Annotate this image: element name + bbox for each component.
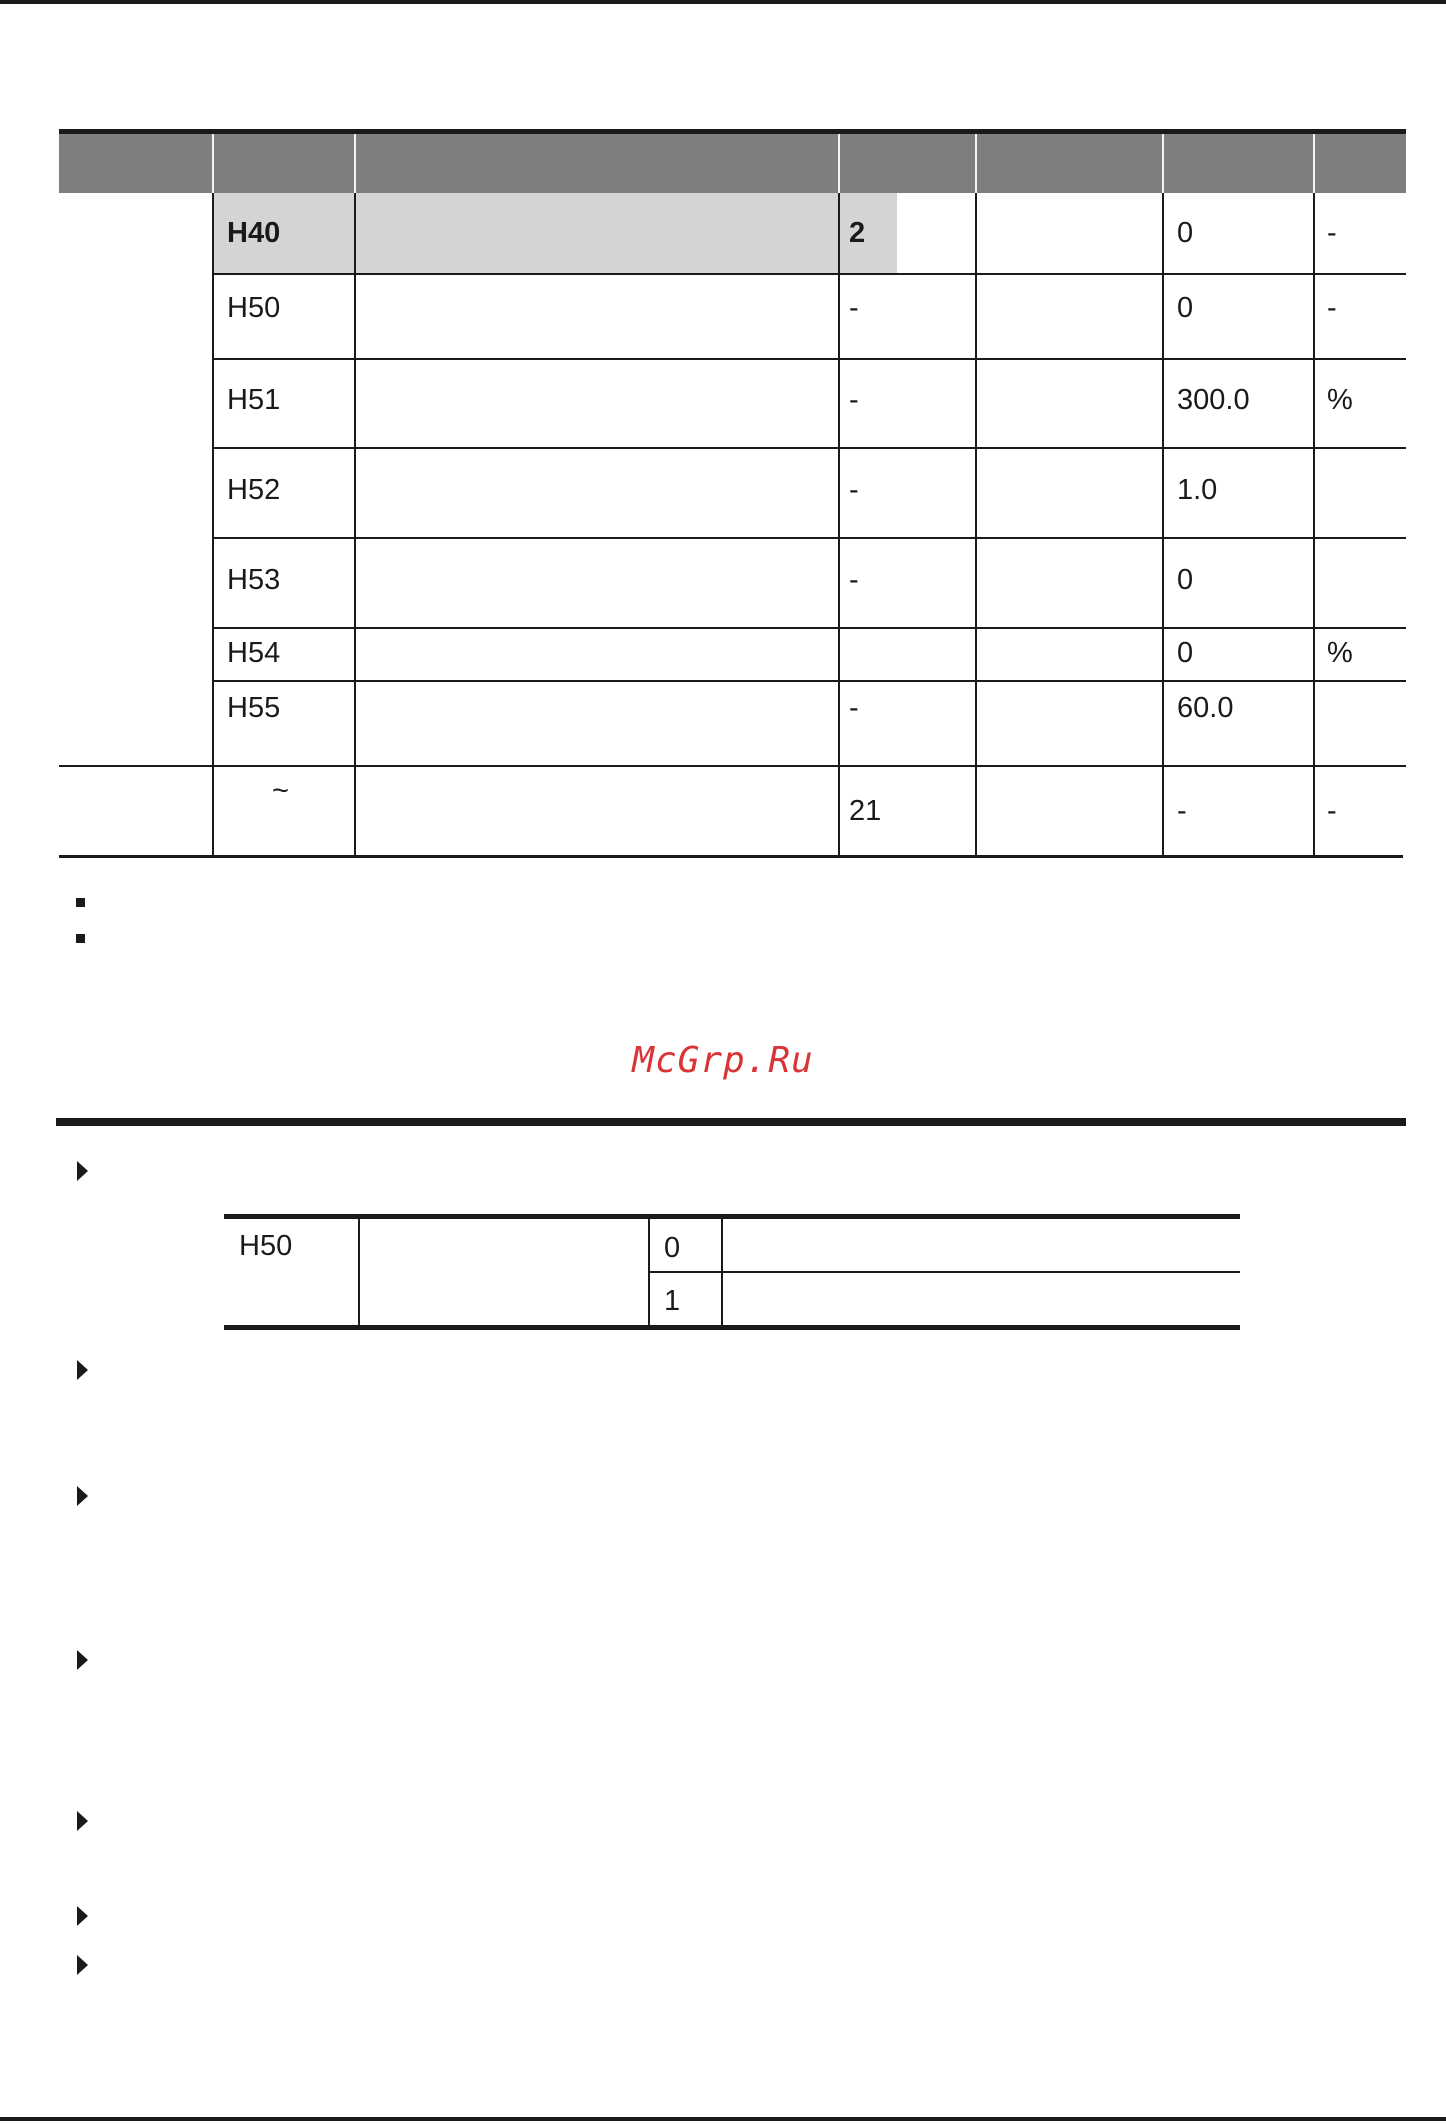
note-bullet <box>76 934 85 943</box>
default-cell: 0 <box>1177 292 1194 324</box>
arrow-bullet-icon <box>77 1906 88 1926</box>
setting-cell: - <box>849 384 859 416</box>
setting-cell: 2 <box>849 217 866 249</box>
column-divider <box>838 193 840 858</box>
code-cell: H53 <box>227 564 281 596</box>
code-cell: H51 <box>227 384 281 416</box>
code-cell: H50 <box>227 292 281 324</box>
code-cell: H40 <box>227 217 281 249</box>
default-cell: - <box>1177 795 1187 827</box>
row-divider <box>213 537 1406 539</box>
table-header <box>59 129 1406 193</box>
column-divider <box>648 1219 650 1325</box>
option-row-divider <box>648 1271 1240 1273</box>
default-cell: 300.0 <box>1177 384 1250 416</box>
h40-code-highlight <box>213 193 897 274</box>
section-rule <box>56 1118 1406 1126</box>
parameter-table <box>59 129 1406 858</box>
column-divider <box>1162 193 1164 858</box>
arrow-bullet-icon <box>77 1360 88 1380</box>
arrow-bullet-icon <box>77 1161 88 1181</box>
setting-cell: - <box>849 692 859 724</box>
column-divider <box>354 193 356 858</box>
arrow-bullet-icon <box>77 1486 88 1506</box>
row-divider <box>213 627 1406 629</box>
column-divider <box>721 1219 723 1325</box>
option-table <box>224 1214 1240 1330</box>
option-value: 0 <box>664 1232 681 1264</box>
setting-cell: - <box>849 474 859 506</box>
row-divider <box>59 765 1406 767</box>
arrow-bullet-icon <box>77 1650 88 1670</box>
row-divider <box>213 358 1406 360</box>
column-divider <box>212 193 214 858</box>
row-divider <box>213 680 1406 682</box>
top-page-rule <box>0 0 1446 4</box>
code-cell: H52 <box>227 474 281 506</box>
arrow-bullet-icon <box>77 1955 88 1975</box>
column-divider <box>975 193 977 858</box>
code-range-cell: ~ <box>272 775 289 807</box>
option-value: 1 <box>664 1285 681 1317</box>
header-divider <box>1162 134 1164 193</box>
setting-cell: - <box>849 564 859 596</box>
row-divider <box>213 273 1406 275</box>
code-cell: H55 <box>227 692 281 724</box>
unit-cell: % <box>1327 384 1353 416</box>
note-bullet <box>76 898 85 907</box>
column-divider <box>1313 193 1315 858</box>
setting-cell: 21 <box>849 795 882 827</box>
default-cell: 60.0 <box>1177 692 1234 724</box>
column-divider <box>358 1219 360 1325</box>
header-divider <box>838 134 840 193</box>
arrow-bullet-icon <box>77 1811 88 1831</box>
table-bottom-rule <box>59 855 1403 858</box>
row-divider <box>213 447 1406 449</box>
unit-cell: % <box>1327 637 1353 669</box>
header-divider <box>354 134 356 193</box>
default-cell: 0 <box>1177 564 1194 596</box>
unit-cell: - <box>1327 217 1337 249</box>
unit-cell: - <box>1327 292 1337 324</box>
default-cell: 1.0 <box>1177 474 1218 506</box>
option-table-top-rule <box>224 1214 1240 1219</box>
watermark: McGrp.Ru <box>632 1040 814 1081</box>
header-divider <box>975 134 977 193</box>
code-cell: H54 <box>227 637 281 669</box>
option-table-bottom-rule <box>224 1325 1240 1330</box>
option-table-code: H50 <box>239 1230 293 1262</box>
default-cell: 0 <box>1177 217 1194 249</box>
default-cell: 0 <box>1177 637 1194 669</box>
bottom-page-rule <box>0 2117 1446 2121</box>
header-divider <box>1313 134 1315 193</box>
header-divider <box>212 134 214 193</box>
setting-cell: - <box>849 292 859 324</box>
unit-cell: - <box>1327 795 1337 827</box>
